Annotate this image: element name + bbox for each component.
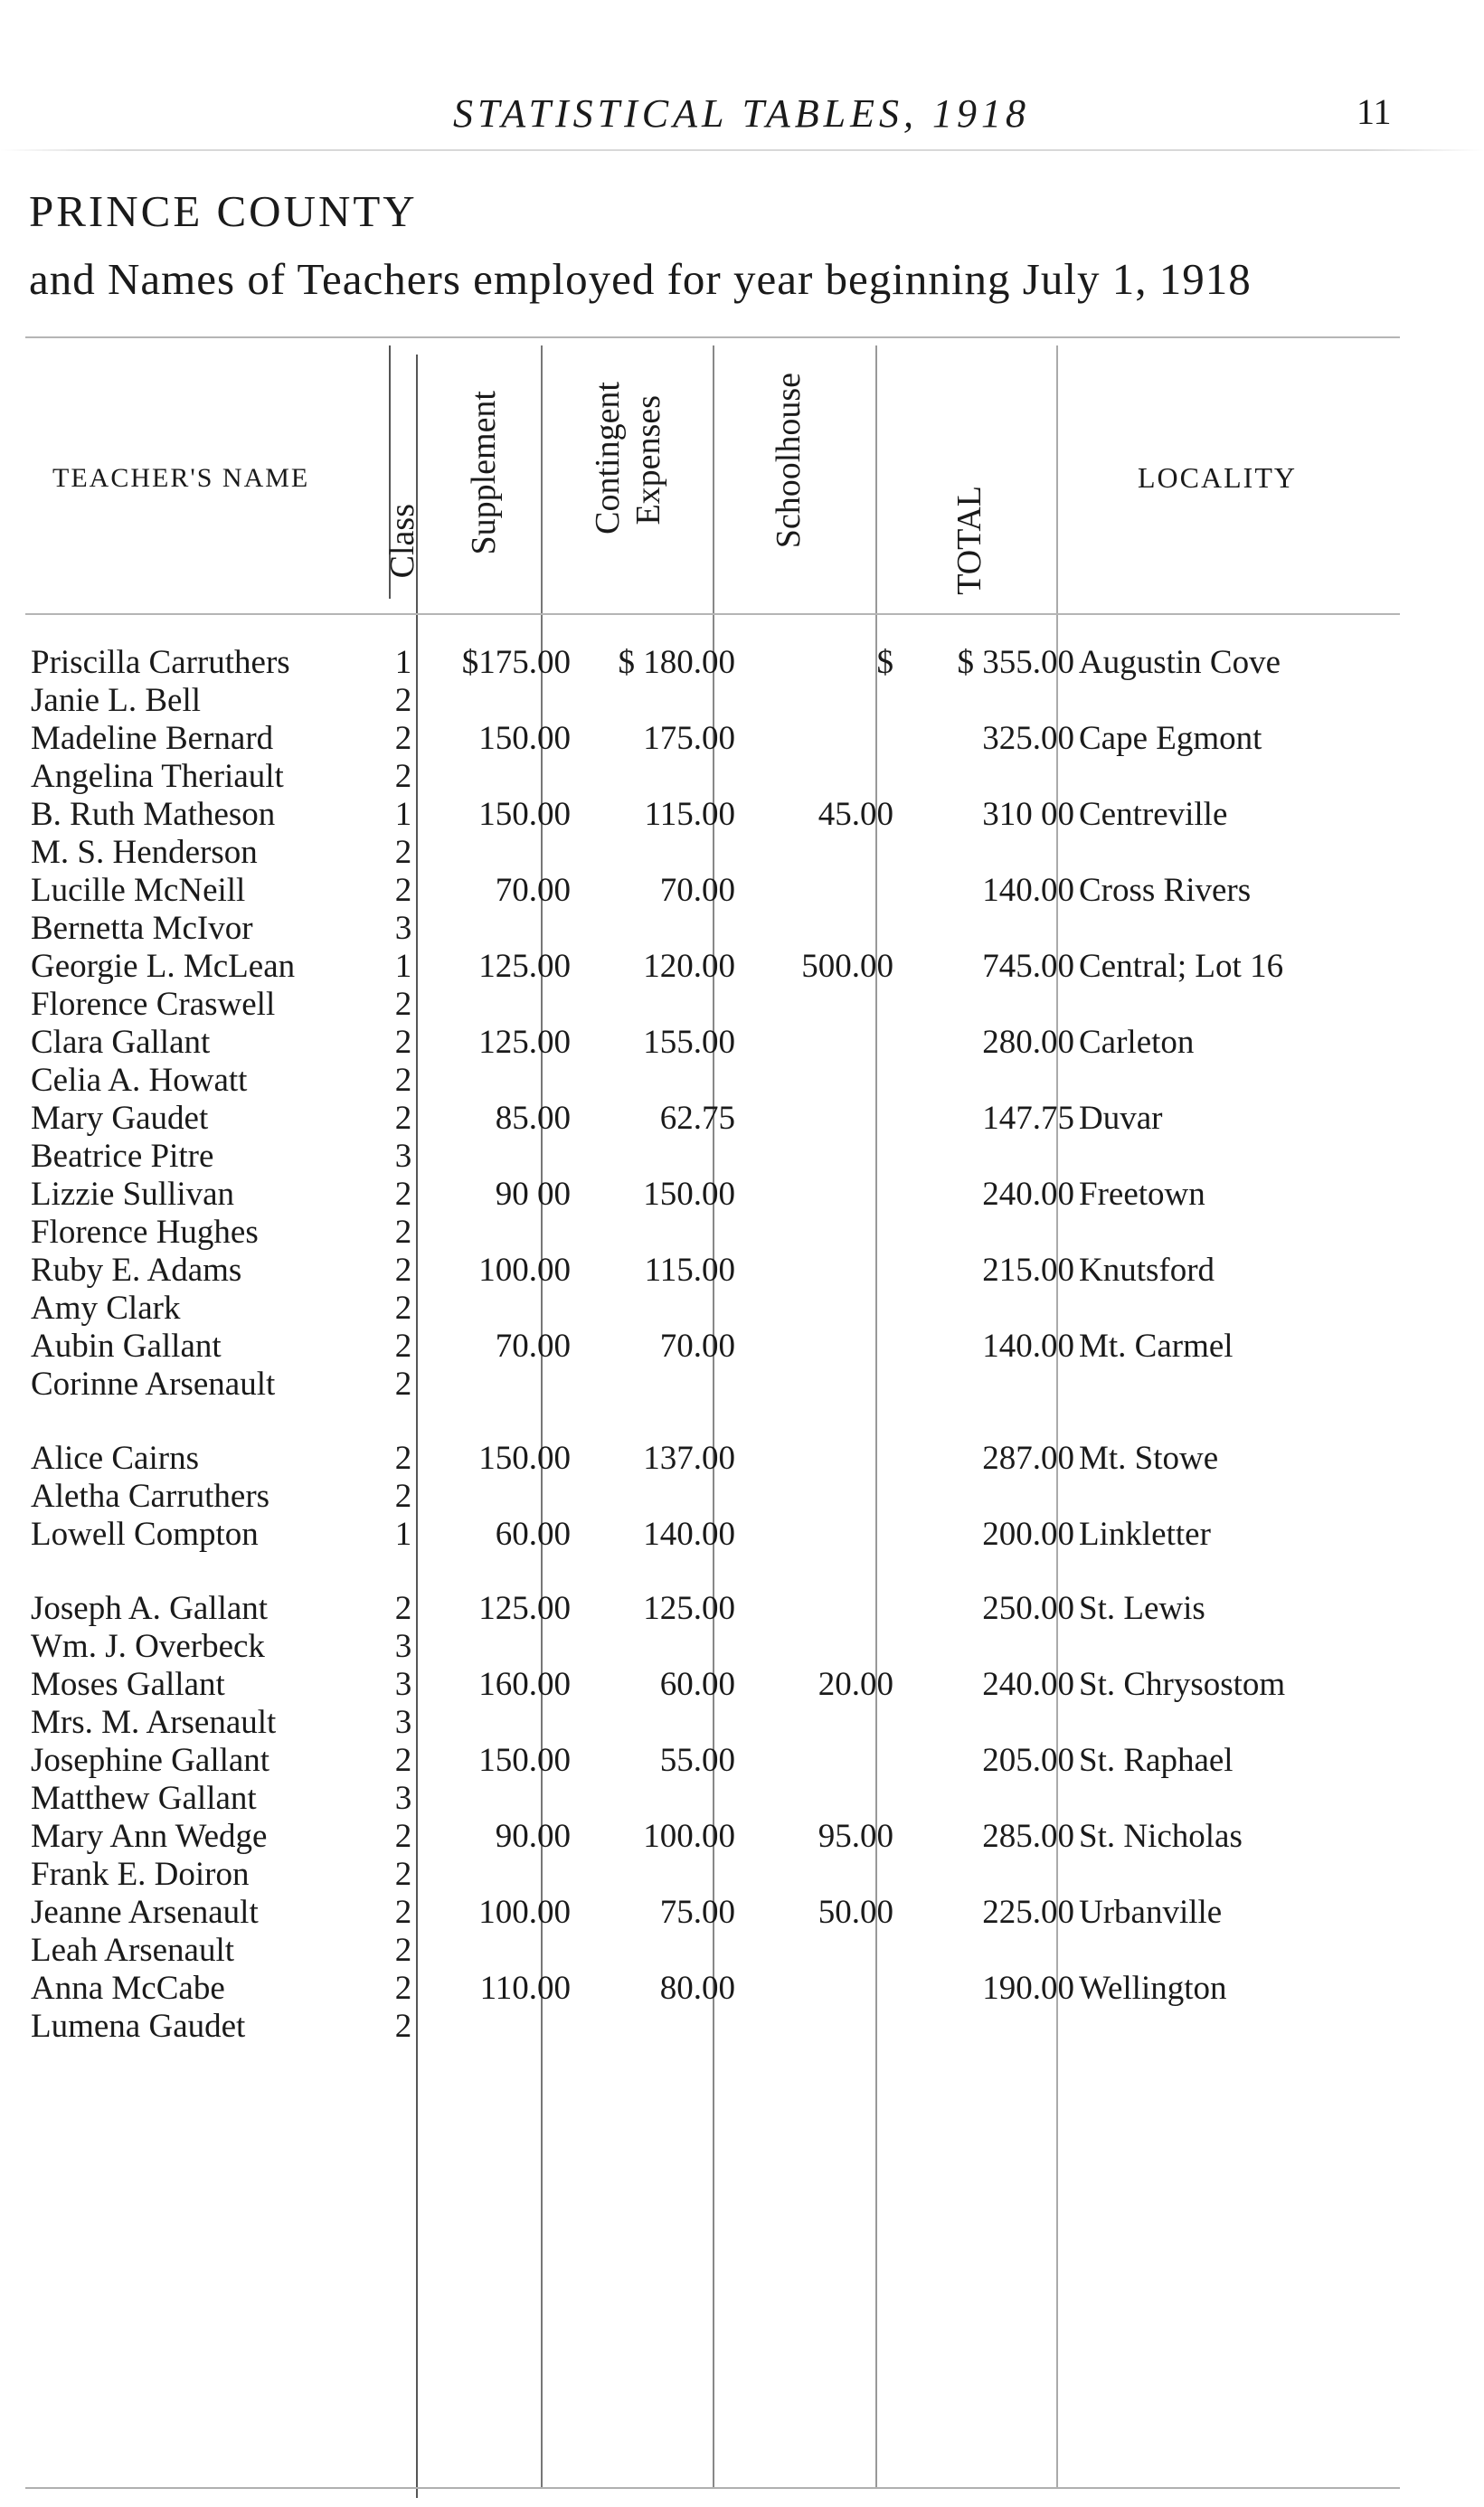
contingent-amount: $ 180.00 <box>618 644 735 681</box>
teacher-class: 2 <box>394 872 412 909</box>
table-row <box>25 1590 1400 1628</box>
contingent-amount: 155.00 <box>643 1024 735 1061</box>
teacher-class: 2 <box>394 1440 412 1477</box>
teacher-class: 2 <box>394 1478 412 1515</box>
locality-name: Urbanville <box>1079 1894 1223 1931</box>
locality-name: Duvar <box>1079 1100 1163 1137</box>
table-row <box>25 1176 1400 1214</box>
table-row <box>25 1440 1400 1478</box>
teacher-name: Alice Cairns <box>31 1440 199 1477</box>
supplement-amount: 150.00 <box>478 1742 571 1779</box>
table-row <box>25 758 1400 796</box>
total-amount: 285.00 <box>982 1818 1074 1855</box>
supplement-amount: 150.00 <box>478 796 571 833</box>
teacher-name: Celia A. Howatt <box>31 1062 248 1099</box>
group-gap <box>25 1404 1400 1440</box>
teacher-name: Mary Ann Wedge <box>31 1818 268 1855</box>
schoolhouse-amount: $ <box>876 644 893 681</box>
teacher-name: Amy Clark <box>31 1290 181 1327</box>
teacher-class: 2 <box>394 1176 412 1213</box>
locality-name: Cross Rivers <box>1079 872 1252 909</box>
table-top-rule <box>25 336 1400 338</box>
teacher-class: 1 <box>394 644 412 681</box>
total-amount: 325.00 <box>982 720 1074 757</box>
table-row <box>25 1780 1400 1818</box>
teacher-class: 2 <box>394 1100 412 1137</box>
table-row <box>25 720 1400 758</box>
teacher-class: 2 <box>394 1366 412 1403</box>
teacher-class: 2 <box>394 1214 412 1251</box>
total-amount: 240.00 <box>982 1176 1074 1213</box>
contingent-amount: 55.00 <box>659 1742 735 1779</box>
contingent-amount: 150.00 <box>643 1176 735 1213</box>
teacher-class: 2 <box>394 1932 412 1969</box>
county-heading: PRINCE COUNTY <box>29 186 418 236</box>
teacher-name: Corinne Arsenault <box>31 1366 276 1403</box>
teacher-class: 2 <box>394 1970 412 2007</box>
teacher-class: 2 <box>394 1328 412 1365</box>
table-row <box>25 1328 1400 1366</box>
supplement-amount: $175.00 <box>461 644 571 681</box>
teacher-class: 2 <box>394 1590 412 1627</box>
schoolhouse-amount: 500.00 <box>801 948 893 985</box>
running-title: STATISTICAL TABLES, 1918 <box>453 91 1030 136</box>
running-head <box>0 90 1484 145</box>
locality-name: Mt. Carmel <box>1079 1328 1234 1365</box>
page-number: 11 <box>1356 91 1392 132</box>
contingent-amount: 70.00 <box>659 872 735 909</box>
total-amount: $ 355.00 <box>957 644 1074 681</box>
contingent-amount: 115.00 <box>644 1252 735 1289</box>
total-amount: 147.75 <box>982 1100 1074 1137</box>
teacher-class: 2 <box>394 1818 412 1855</box>
teacher-class: 2 <box>394 986 412 1023</box>
supplement-amount: 125.00 <box>478 1024 571 1061</box>
teachers-table <box>25 336 1400 2507</box>
table-row <box>25 948 1400 986</box>
total-amount: 190.00 <box>982 1970 1074 2007</box>
teacher-name: Aletha Carruthers <box>31 1478 270 1515</box>
teacher-name: Angelina Theriault <box>31 758 284 795</box>
header-locality: LOCALITY <box>1138 461 1297 494</box>
teacher-name: Mrs. M. Arsenault <box>31 1704 277 1741</box>
header-teacher-name: TEACHER'S NAME <box>52 463 310 493</box>
total-amount: 280.00 <box>982 1024 1074 1061</box>
teacher-name: Janie L. Bell <box>31 682 202 719</box>
table-row <box>25 910 1400 948</box>
supplement-amount: 110.00 <box>479 1970 571 2007</box>
total-amount: 200.00 <box>982 1516 1074 1553</box>
teacher-class: 2 <box>394 2008 412 2045</box>
teacher-class: 2 <box>394 1252 412 1289</box>
locality-name: Linkletter <box>1079 1516 1211 1553</box>
locality-name: Cape Egmont <box>1079 720 1262 757</box>
header-expenses: Expenses <box>629 395 667 525</box>
supplement-amount: 125.00 <box>478 948 571 985</box>
table-row <box>25 1704 1400 1742</box>
teacher-name: Lumena Gaudet <box>31 2008 246 2045</box>
teacher-name: Anna McCabe <box>31 1970 225 2007</box>
teacher-class: 1 <box>394 1516 412 1553</box>
contingent-amount: 70.00 <box>659 1328 735 1365</box>
schoolhouse-amount: 50.00 <box>818 1894 893 1931</box>
header-total: TOTAL <box>950 486 988 595</box>
locality-name: Freetown <box>1079 1176 1205 1213</box>
table-row <box>25 1100 1400 1138</box>
total-amount: 310 00 <box>982 796 1074 833</box>
total-amount: 745.00 <box>982 948 1074 985</box>
table-row <box>25 1628 1400 1666</box>
header-class: Class <box>383 504 421 579</box>
header-schoolhouse: Schoolhouse <box>770 373 808 549</box>
teacher-class: 3 <box>394 910 412 947</box>
header-bottom-rule <box>25 613 1400 615</box>
teacher-class: 2 <box>394 1290 412 1327</box>
teacher-name: Wm. J. Overbeck <box>31 1628 265 1665</box>
contingent-amount: 140.00 <box>643 1516 735 1553</box>
locality-name: Centreville <box>1079 796 1228 833</box>
total-amount: 140.00 <box>982 872 1074 909</box>
teacher-class: 3 <box>394 1628 412 1665</box>
contingent-amount: 115.00 <box>644 796 735 833</box>
locality-name: Augustin Cove <box>1079 644 1281 681</box>
supplement-amount: 70.00 <box>495 1328 571 1365</box>
teacher-name: Leah Arsenault <box>31 1932 234 1969</box>
total-amount: 215.00 <box>982 1252 1074 1289</box>
teacher-name: Mary Gaudet <box>31 1100 209 1137</box>
teacher-name: Lucille McNeill <box>31 872 246 909</box>
table-body <box>25 644 1400 2046</box>
teacher-name: M. S. Henderson <box>31 834 258 871</box>
header-contingent: Contingent <box>589 382 627 535</box>
table-row <box>25 1478 1400 1516</box>
table-row <box>25 1818 1400 1856</box>
table-row <box>25 682 1400 720</box>
table-row <box>25 1666 1400 1704</box>
teacher-name: Aubin Gallant <box>31 1328 222 1365</box>
teacher-name: Priscilla Carruthers <box>31 644 290 681</box>
contingent-amount: 175.00 <box>643 720 735 757</box>
locality-name: St. Nicholas <box>1079 1818 1243 1855</box>
supplement-amount: 70.00 <box>495 872 571 909</box>
table-bottom-rule <box>25 2487 1400 2489</box>
contingent-amount: 120.00 <box>643 948 735 985</box>
teacher-name: Florence Craswell <box>31 986 276 1023</box>
teacher-name: Madeline Bernard <box>31 720 274 757</box>
total-amount: 225.00 <box>982 1894 1074 1931</box>
table-row <box>25 1138 1400 1176</box>
teacher-class: 3 <box>394 1666 412 1703</box>
teacher-class: 2 <box>394 720 412 757</box>
locality-name: St. Raphael <box>1079 1742 1234 1779</box>
table-row <box>25 1856 1400 1894</box>
supplement-amount: 90.00 <box>495 1818 571 1855</box>
supplement-amount: 150.00 <box>478 1440 571 1477</box>
supplement-amount: 60.00 <box>495 1516 571 1553</box>
teacher-name: Georgie L. McLean <box>31 948 296 985</box>
header-supplement: Supplement <box>465 391 503 555</box>
table-row <box>25 1894 1400 1932</box>
teacher-name: Bernetta McIvor <box>31 910 253 947</box>
teacher-name: Josephine Gallant <box>31 1742 270 1779</box>
table-row <box>25 1366 1400 1404</box>
total-amount: 205.00 <box>982 1742 1074 1779</box>
supplement-amount: 85.00 <box>495 1100 571 1137</box>
teacher-name: Moses Gallant <box>31 1666 225 1703</box>
contingent-amount: 60.00 <box>659 1666 735 1703</box>
contingent-amount: 75.00 <box>659 1894 735 1931</box>
locality-name: Carleton <box>1079 1024 1195 1061</box>
schoolhouse-amount: 45.00 <box>818 796 893 833</box>
locality-name: Wellington <box>1079 1970 1227 2007</box>
total-amount: 240.00 <box>982 1666 1074 1703</box>
table-row <box>25 644 1400 682</box>
teacher-class: 1 <box>394 948 412 985</box>
teacher-name: Joseph A. Gallant <box>31 1590 269 1627</box>
table-row <box>25 986 1400 1024</box>
teacher-class: 2 <box>394 758 412 795</box>
group-gap <box>25 1554 1400 1590</box>
teacher-name: Clara Gallant <box>31 1024 211 1061</box>
schoolhouse-amount: 20.00 <box>818 1666 893 1703</box>
contingent-amount: 137.00 <box>643 1440 735 1477</box>
teacher-class: 2 <box>394 1024 412 1061</box>
supplement-amount: 150.00 <box>478 720 571 757</box>
supplement-amount: 100.00 <box>478 1894 571 1931</box>
contingent-amount: 80.00 <box>659 1970 735 2007</box>
contingent-amount: 125.00 <box>643 1590 735 1627</box>
teacher-class: 2 <box>394 834 412 871</box>
teacher-name: Lowell Compton <box>31 1516 259 1553</box>
top-rule <box>0 149 1484 151</box>
table-row <box>25 1062 1400 1100</box>
teacher-class: 2 <box>394 1894 412 1931</box>
table-row <box>25 1516 1400 1554</box>
contingent-amount: 62.75 <box>659 1100 735 1137</box>
teacher-name: B. Ruth Matheson <box>31 796 276 833</box>
table-row <box>25 1742 1400 1780</box>
teacher-name: Matthew Gallant <box>31 1780 257 1817</box>
teacher-class: 3 <box>394 1704 412 1741</box>
table-row <box>25 1214 1400 1252</box>
supplement-amount: 90 00 <box>495 1176 571 1213</box>
schoolhouse-amount: 95.00 <box>818 1818 893 1855</box>
table-row <box>25 834 1400 872</box>
locality-name: St. Lewis <box>1079 1590 1205 1627</box>
table-row <box>25 1252 1400 1290</box>
total-amount: 287.00 <box>982 1440 1074 1477</box>
teacher-name: Ruby E. Adams <box>31 1252 242 1289</box>
contingent-amount: 100.00 <box>643 1818 735 1855</box>
table-subheading: and Names of Teachers employed for year beginning July 1, 1918 <box>29 254 1252 304</box>
locality-name: Knutsford <box>1079 1252 1215 1289</box>
table-row <box>25 2008 1400 2046</box>
total-amount: 140.00 <box>982 1328 1074 1365</box>
table-row <box>25 1970 1400 2008</box>
table-row <box>25 1932 1400 1970</box>
teacher-class: 3 <box>394 1780 412 1817</box>
table-row <box>25 1290 1400 1328</box>
locality-name: Central; Lot 16 <box>1079 948 1284 985</box>
teacher-class: 2 <box>394 1742 412 1779</box>
teacher-class: 2 <box>394 1856 412 1893</box>
teacher-name: Frank E. Doiron <box>31 1856 250 1893</box>
teacher-class: 3 <box>394 1138 412 1175</box>
teacher-class: 2 <box>394 1062 412 1099</box>
teacher-name: Beatrice Pitre <box>31 1138 214 1175</box>
teacher-class: 2 <box>394 682 412 719</box>
supplement-amount: 125.00 <box>478 1590 571 1627</box>
teacher-class: 1 <box>394 796 412 833</box>
supplement-amount: 100.00 <box>478 1252 571 1289</box>
total-amount: 250.00 <box>982 1590 1074 1627</box>
teacher-name: Lizzie Sullivan <box>31 1176 235 1213</box>
teacher-name: Florence Hughes <box>31 1214 259 1251</box>
locality-name: Mt. Stowe <box>1079 1440 1219 1477</box>
table-row <box>25 796 1400 834</box>
teacher-name: Jeanne Arsenault <box>31 1894 259 1931</box>
table-row <box>25 1024 1400 1062</box>
supplement-amount: 160.00 <box>478 1666 571 1703</box>
table-row <box>25 872 1400 910</box>
locality-name: St. Chrysostom <box>1079 1666 1286 1703</box>
